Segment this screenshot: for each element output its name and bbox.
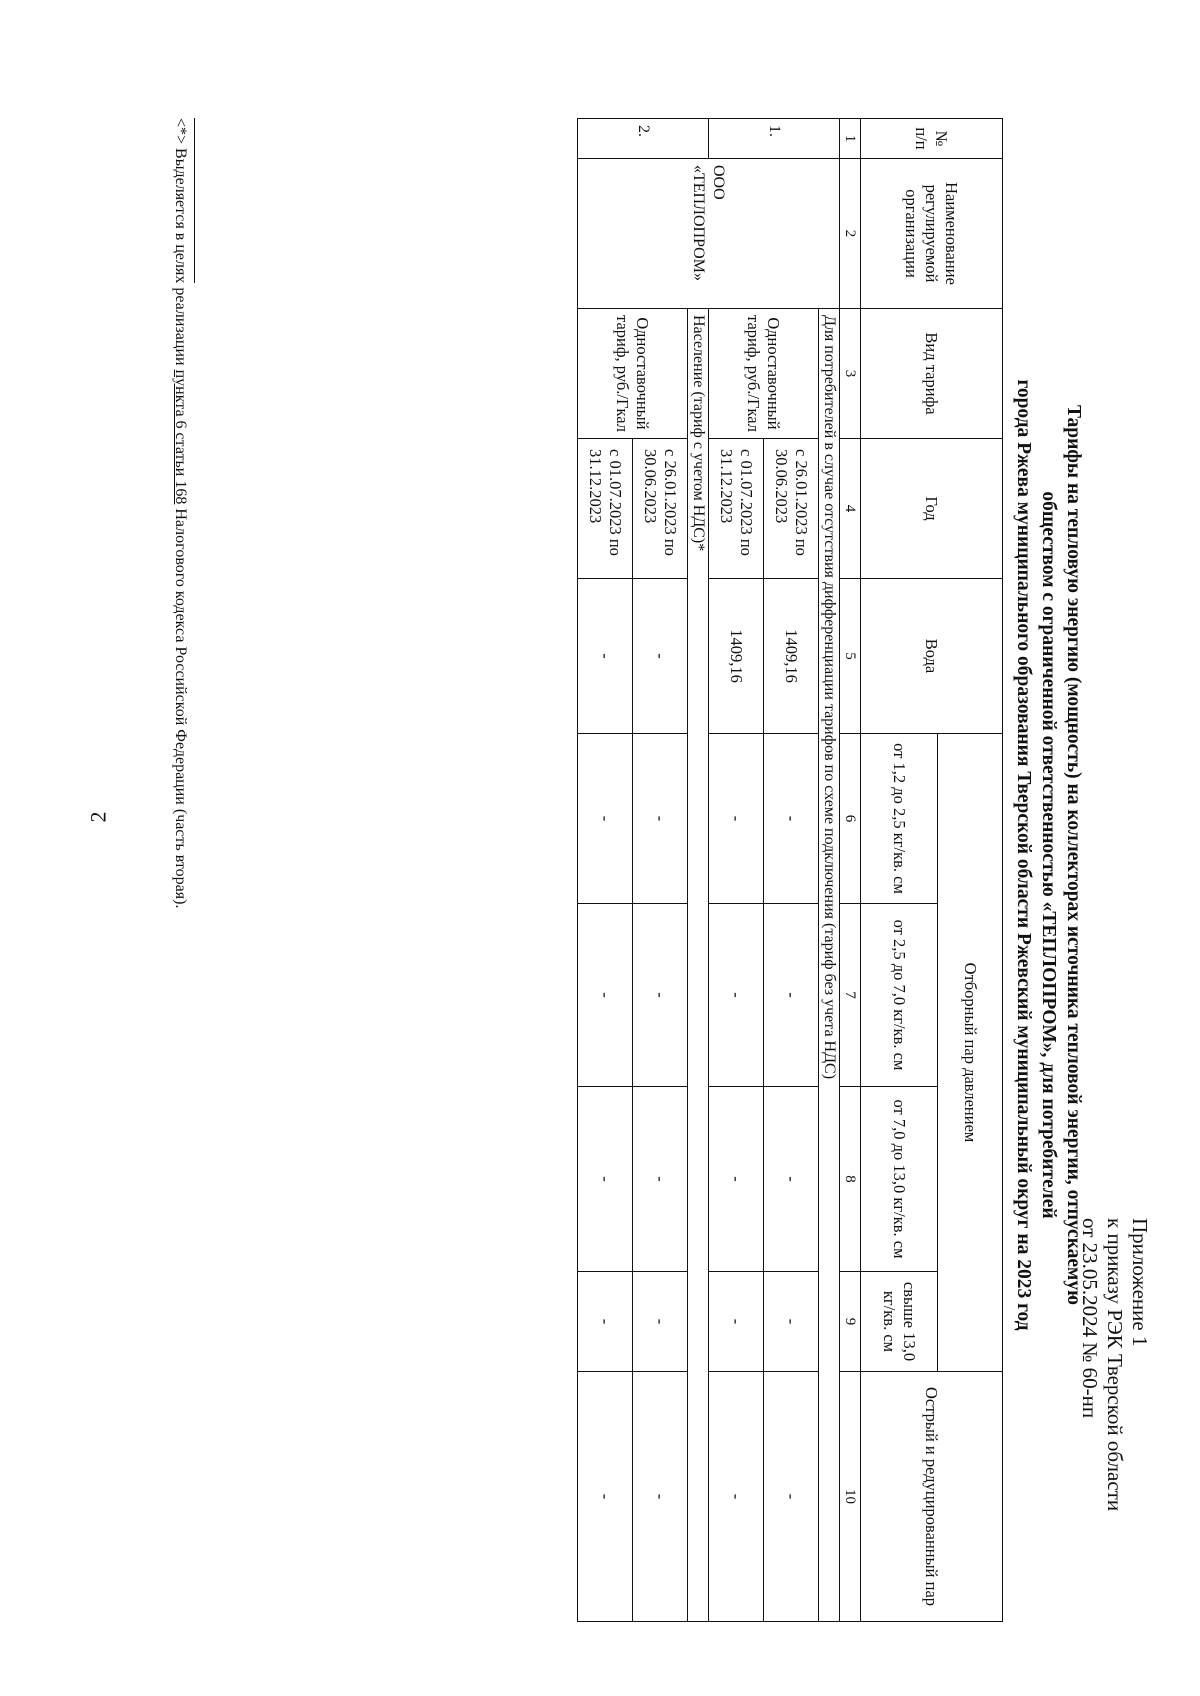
sharp-steam-value: - <box>578 1372 633 1622</box>
water-value: 1409,16 <box>764 579 819 734</box>
header-tariff-type: Вид тарифа <box>861 309 1003 439</box>
header-sharp-steam: Острый и редуцированный пар <box>861 1372 1003 1622</box>
sharp-steam-value: - <box>764 1372 819 1622</box>
title-line-2: обществом с ограниченной ответственностью «ТЕПЛОПРОМ», для потребителей <box>1038 491 1059 1219</box>
steam-value: - <box>709 1087 764 1272</box>
header-steam-3: от 7,0 до 13,0 кг/кв. см <box>861 1087 938 1272</box>
appendix-line-2: к приказу РЭК Тверской области <box>1103 1218 1127 1512</box>
column-number-row <box>840 119 861 1622</box>
document-title <box>1011 250 1086 1460</box>
steam-value: - <box>578 1272 633 1372</box>
header-organization: Наименование регулируемой организации <box>861 159 1003 309</box>
header-steam-4: свыше 13,0 кг/кв. см <box>861 1272 938 1372</box>
header-year: Год <box>861 439 1003 579</box>
sharp-steam-value: - <box>633 1372 688 1622</box>
period: с 26.01.2023 по 30.06.2023 <box>633 439 688 579</box>
section-header-row <box>688 119 709 1622</box>
water-value: - <box>633 579 688 734</box>
footnote <box>170 118 190 908</box>
footnote-link[interactable]: пункта 6 статьи 168 <box>172 369 189 505</box>
footnote-divider <box>194 118 195 283</box>
column-number: 5 <box>840 579 861 734</box>
tariff-type: Одноставочный тариф, руб./Гкал <box>578 309 688 439</box>
section-header-row <box>819 119 840 1622</box>
steam-value: - <box>764 1272 819 1372</box>
steam-value: - <box>633 734 688 904</box>
title-line-3: города Ржева муниципального образования Тверской области Ржевский муниципальный округ на 2023 год <box>1013 379 1034 1331</box>
appendix-line-1: Приложение 1 <box>1128 1218 1152 1347</box>
steam-value: - <box>764 734 819 904</box>
steam-value: - <box>709 734 764 904</box>
header-steam-2: от 2,5 до 7,0 кг/кв. см <box>861 904 938 1087</box>
table-row <box>633 119 688 1622</box>
steam-value: - <box>764 904 819 1087</box>
period: с 01.07.2023 по 31.12.2023 <box>709 439 764 579</box>
period: с 01.07.2023 по 31.12.2023 <box>578 439 633 579</box>
column-number: 9 <box>840 1272 861 1372</box>
column-number: 10 <box>840 1372 861 1622</box>
row-number: 2. <box>578 119 709 159</box>
header-number: № п/п <box>861 119 1003 159</box>
header-steam-group: Отборный пар давлением <box>938 734 1003 1372</box>
tariff-type: Одноставочный тариф, руб./Гкал <box>709 309 819 439</box>
column-number: 6 <box>840 734 861 904</box>
footnote-text-end: Налогового кодекса Российской Федерации (часть вторая). <box>172 504 189 909</box>
period: с 26.01.2023 по 30.06.2023 <box>764 439 819 579</box>
title-line-1: Тарифы на тепловую энергию (мощность) на коллекторах источника тепловой энергии, отпускаемую <box>1063 405 1084 1305</box>
column-number: 4 <box>840 439 861 579</box>
tariff-table <box>577 118 1003 1622</box>
steam-value: - <box>578 1087 633 1272</box>
column-number: 7 <box>840 904 861 1087</box>
steam-value: - <box>578 734 633 904</box>
steam-value: - <box>578 904 633 1087</box>
row-number: 1. <box>709 119 840 159</box>
steam-value: - <box>764 1087 819 1272</box>
sharp-steam-value: - <box>709 1372 764 1622</box>
column-number: 8 <box>840 1087 861 1272</box>
page-number: 2 <box>85 811 110 823</box>
section-title: Для потребителей в случае отсутствия дифференциации тарифов по схеме подключения (тариф без учета НДС) <box>819 309 840 1622</box>
footnote-text-start: <*> Выделяется в целях реализации <box>172 118 189 370</box>
water-value: 1409,16 <box>709 579 764 734</box>
steam-value: - <box>633 1087 688 1272</box>
appendix-line-3: от 23.05.2024 № 60-нп <box>1078 1218 1102 1419</box>
header-water: Вода <box>861 579 1003 734</box>
steam-value: - <box>709 1272 764 1372</box>
water-value: - <box>578 579 633 734</box>
steam-value: - <box>633 904 688 1087</box>
organization-name: ООО «ТЕПЛОПРОМ» <box>578 159 840 309</box>
steam-value: - <box>633 1272 688 1372</box>
column-number: 1 <box>840 119 861 159</box>
section-title: Население (тариф с учетом НДС)* <box>688 309 709 1622</box>
column-number: 3 <box>840 309 861 439</box>
steam-value: - <box>709 904 764 1087</box>
header-steam-1: от 1,2 до 2,5 кг/кв. см <box>861 734 938 904</box>
appendix-header <box>1077 1218 1152 1678</box>
column-number: 2 <box>840 159 861 309</box>
table-row <box>764 119 819 1622</box>
